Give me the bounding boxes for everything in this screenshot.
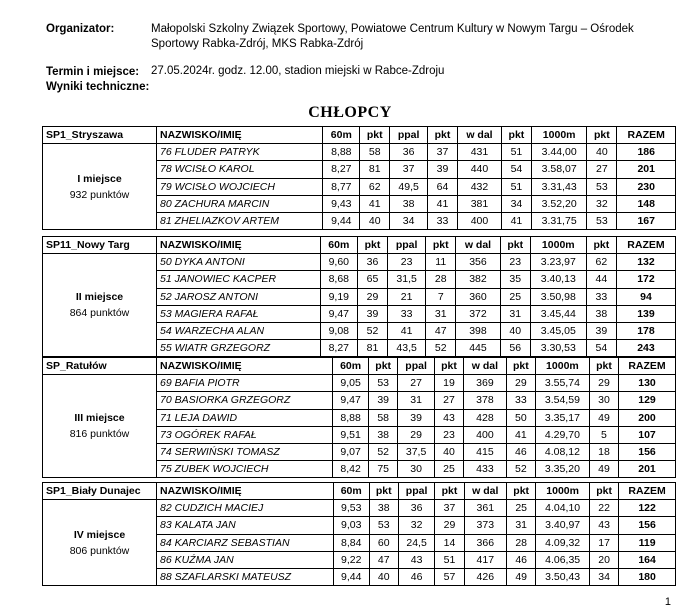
result-cell: 22 bbox=[590, 500, 619, 517]
result-cell: 38 bbox=[369, 426, 398, 443]
result-cell: 415 bbox=[464, 443, 507, 460]
result-cell: 8,27 bbox=[320, 340, 357, 357]
result-cell: 23 bbox=[388, 254, 426, 271]
result-cell: 27 bbox=[434, 392, 463, 409]
total-cell: 230 bbox=[617, 178, 676, 195]
result-cell: 360 bbox=[456, 288, 500, 305]
result-cell: 426 bbox=[464, 568, 507, 585]
result-cell: 378 bbox=[464, 392, 507, 409]
result-cell: 81 bbox=[357, 340, 387, 357]
total-cell: 243 bbox=[616, 340, 675, 357]
result-cell: 53 bbox=[587, 178, 617, 195]
result-cell: 30 bbox=[398, 461, 435, 478]
result-cell: 34 bbox=[390, 212, 428, 229]
result-cell: 37 bbox=[428, 144, 458, 161]
result-cell: 23 bbox=[500, 254, 530, 271]
result-cell: 433 bbox=[464, 461, 507, 478]
column-header: pkt bbox=[428, 127, 458, 144]
result-cell: 60 bbox=[369, 534, 398, 551]
athlete-name: 53 MAGIERA RAFAŁ bbox=[157, 305, 321, 322]
result-cell: 32 bbox=[398, 517, 435, 534]
result-cell: 52 bbox=[426, 340, 456, 357]
athlete-name: 88 SZAFLARSKI MATEUSZ bbox=[157, 568, 334, 585]
column-header: w dal bbox=[464, 483, 507, 500]
result-cell: 29 bbox=[506, 375, 535, 392]
result-cell: 46 bbox=[507, 551, 536, 568]
result-cell: 53 bbox=[369, 375, 398, 392]
result-cell: 361 bbox=[464, 500, 507, 517]
total-cell: 201 bbox=[619, 461, 676, 478]
result-cell: 9,43 bbox=[323, 195, 360, 212]
result-cell: 37,5 bbox=[398, 443, 435, 460]
result-cell: 3.45,44 bbox=[530, 305, 586, 322]
result-cell: 56 bbox=[500, 340, 530, 357]
result-cell: 18 bbox=[589, 443, 618, 460]
page-title: CHŁOPCY bbox=[308, 104, 392, 121]
column-header: ppal bbox=[398, 358, 435, 375]
result-cell: 38 bbox=[369, 500, 398, 517]
column-header: pkt bbox=[587, 127, 617, 144]
result-cell: 21 bbox=[388, 288, 426, 305]
place-cell bbox=[43, 144, 157, 230]
column-header: pkt bbox=[369, 358, 398, 375]
place-label: IV miejsce bbox=[73, 528, 126, 541]
result-cell: 33 bbox=[428, 212, 458, 229]
term-text: 27.05.2024r. godz. 12.00, stadion miejski w Rabce-Zdroju bbox=[151, 65, 445, 77]
result-cell: 3.23,97 bbox=[530, 254, 586, 271]
result-cell: 43 bbox=[398, 551, 435, 568]
result-cell: 29 bbox=[398, 426, 435, 443]
column-header: 1000m bbox=[530, 237, 586, 254]
result-cell: 47 bbox=[369, 551, 398, 568]
result-cell: 9,08 bbox=[320, 322, 357, 339]
result-cell: 54 bbox=[501, 161, 531, 178]
result-cell: 39 bbox=[586, 322, 616, 339]
result-cell: 40 bbox=[587, 144, 617, 161]
athlete-name: 69 BAFIA PIOTR bbox=[157, 375, 333, 392]
athlete-name: 79 WCISŁO WOJCIECH bbox=[157, 178, 323, 195]
result-cell: 398 bbox=[456, 322, 500, 339]
result-cell: 51 bbox=[501, 144, 531, 161]
results-table bbox=[42, 482, 676, 586]
result-cell: 44 bbox=[586, 271, 616, 288]
table-header-row bbox=[43, 237, 676, 254]
result-cell: 4.06,35 bbox=[536, 551, 590, 568]
column-header: 60m bbox=[320, 237, 357, 254]
result-cell: 9,47 bbox=[333, 392, 369, 409]
result-cell: 58 bbox=[369, 409, 398, 426]
result-cell: 53 bbox=[587, 212, 617, 229]
results-table bbox=[42, 357, 676, 478]
athlete-name: 51 JANOWIEC KACPER bbox=[157, 271, 321, 288]
result-cell: 431 bbox=[458, 144, 502, 161]
result-cell: 43,5 bbox=[388, 340, 426, 357]
column-header: NAZWISKO/IMIĘ bbox=[157, 237, 321, 254]
team-points: 932 punktów bbox=[69, 188, 130, 201]
result-cell: 366 bbox=[464, 534, 507, 551]
result-cell: 41 bbox=[506, 426, 535, 443]
result-cell: 19 bbox=[434, 375, 463, 392]
result-cell: 31,5 bbox=[388, 271, 426, 288]
result-cell: 3.44,00 bbox=[531, 144, 586, 161]
total-cell: 156 bbox=[619, 443, 676, 460]
total-cell: 178 bbox=[616, 322, 675, 339]
athlete-name: 52 JAROSZ ANTONI bbox=[157, 288, 321, 305]
result-cell: 8,88 bbox=[323, 144, 360, 161]
result-cell: 38 bbox=[586, 305, 616, 322]
result-cell: 372 bbox=[456, 305, 500, 322]
result-cell: 25 bbox=[434, 461, 463, 478]
column-header: pkt bbox=[500, 237, 530, 254]
result-cell: 381 bbox=[458, 195, 502, 212]
result-cell: 27 bbox=[398, 375, 435, 392]
result-cell: 33 bbox=[388, 305, 426, 322]
athlete-name: 55 WIATR GRZEGORZ bbox=[157, 340, 321, 357]
athlete-name: 50 DYKA ANTONI bbox=[157, 254, 321, 271]
result-cell: 62 bbox=[586, 254, 616, 271]
result-cell: 32 bbox=[587, 195, 617, 212]
column-header: RAZEM bbox=[616, 237, 675, 254]
result-cell: 52 bbox=[369, 443, 398, 460]
place-cell bbox=[43, 375, 157, 478]
result-cell: 8,68 bbox=[320, 271, 357, 288]
result-cell: 39 bbox=[369, 392, 398, 409]
result-cell: 62 bbox=[360, 178, 390, 195]
result-cell: 440 bbox=[458, 161, 502, 178]
total-cell: 200 bbox=[619, 409, 676, 426]
result-cell: 65 bbox=[357, 271, 387, 288]
result-cell: 3.30,53 bbox=[530, 340, 586, 357]
result-cell: 25 bbox=[500, 288, 530, 305]
total-cell: 122 bbox=[619, 500, 676, 517]
result-cell: 3.35,20 bbox=[535, 461, 589, 478]
team-points: 864 punktów bbox=[69, 307, 130, 320]
result-cell: 36 bbox=[357, 254, 387, 271]
result-cell: 58 bbox=[360, 144, 390, 161]
column-header: ppal bbox=[390, 127, 428, 144]
result-cell: 14 bbox=[435, 534, 464, 551]
place-label: II miejsce bbox=[75, 291, 124, 304]
total-cell: 201 bbox=[617, 161, 676, 178]
athlete-name: 73 OGÓREK RAFAŁ bbox=[157, 426, 333, 443]
table-header-row bbox=[43, 358, 676, 375]
athlete-name: 74 SERWIŃSKI TOMASZ bbox=[157, 443, 333, 460]
result-cell: 3.58,07 bbox=[531, 161, 586, 178]
result-cell: 4.29,70 bbox=[535, 426, 589, 443]
table-row bbox=[43, 144, 676, 161]
result-cell: 3.31,75 bbox=[531, 212, 586, 229]
result-cell: 9,19 bbox=[320, 288, 357, 305]
result-cell: 3.55,74 bbox=[535, 375, 589, 392]
column-header: 60m bbox=[333, 483, 369, 500]
result-cell: 75 bbox=[369, 461, 398, 478]
result-cell: 35 bbox=[500, 271, 530, 288]
total-cell: 167 bbox=[617, 212, 676, 229]
column-header: 1000m bbox=[536, 483, 590, 500]
result-cell: 36 bbox=[398, 500, 435, 517]
result-cell: 17 bbox=[590, 534, 619, 551]
column-header: pkt bbox=[426, 237, 456, 254]
total-cell: 172 bbox=[616, 271, 675, 288]
result-cell: 34 bbox=[501, 195, 531, 212]
athlete-name: 86 KUŹMA JAN bbox=[157, 551, 334, 568]
column-header: RAZEM bbox=[619, 483, 676, 500]
results-table bbox=[42, 126, 676, 230]
column-header: pkt bbox=[507, 483, 536, 500]
athlete-name: 54 WARZECHA ALAN bbox=[157, 322, 321, 339]
result-cell: 29 bbox=[589, 375, 618, 392]
result-cell: 37 bbox=[390, 161, 428, 178]
column-header: 60m bbox=[333, 358, 369, 375]
athlete-name: 84 KARCIARZ SEBASTIAN bbox=[157, 534, 334, 551]
result-cell: 49 bbox=[589, 409, 618, 426]
result-cell: 9,03 bbox=[333, 517, 369, 534]
result-cell: 3.35,17 bbox=[535, 409, 589, 426]
result-cell: 28 bbox=[426, 271, 456, 288]
column-header: ppal bbox=[388, 237, 426, 254]
athlete-name: 75 ZUBEK WOJCIECH bbox=[157, 461, 333, 478]
result-cell: 9,07 bbox=[333, 443, 369, 460]
result-cell: 3.52,20 bbox=[531, 195, 586, 212]
result-cell: 400 bbox=[458, 212, 502, 229]
result-cell: 33 bbox=[506, 392, 535, 409]
result-cell: 5 bbox=[589, 426, 618, 443]
result-cell: 36 bbox=[390, 144, 428, 161]
column-header: RAZEM bbox=[617, 127, 676, 144]
result-cell: 54 bbox=[586, 340, 616, 357]
result-cell: 9,05 bbox=[333, 375, 369, 392]
column-header: RAZEM bbox=[619, 358, 676, 375]
result-cell: 31 bbox=[507, 517, 536, 534]
total-cell: 164 bbox=[619, 551, 676, 568]
page-number: 1 bbox=[664, 596, 671, 608]
result-cell: 49,5 bbox=[390, 178, 428, 195]
column-header: 60m bbox=[323, 127, 360, 144]
column-header: NAZWISKO/IMIĘ bbox=[157, 127, 323, 144]
result-cell: 4.09,32 bbox=[536, 534, 590, 551]
result-cell: 8,77 bbox=[323, 178, 360, 195]
total-cell: 129 bbox=[619, 392, 676, 409]
result-cell: 30 bbox=[589, 392, 618, 409]
column-header: 1000m bbox=[531, 127, 586, 144]
total-cell: 148 bbox=[617, 195, 676, 212]
team-points: 816 punktów bbox=[69, 428, 130, 441]
column-header: pkt bbox=[434, 358, 463, 375]
result-cell: 9,44 bbox=[323, 212, 360, 229]
result-cell: 37 bbox=[435, 500, 464, 517]
place-cell bbox=[43, 500, 157, 586]
result-cell: 3.40,97 bbox=[536, 517, 590, 534]
result-cell: 4.04,10 bbox=[536, 500, 590, 517]
result-cell: 41 bbox=[501, 212, 531, 229]
column-header: 1000m bbox=[535, 358, 589, 375]
column-header: pkt bbox=[590, 483, 619, 500]
column-header: pkt bbox=[435, 483, 464, 500]
result-cell: 52 bbox=[357, 322, 387, 339]
total-cell: 186 bbox=[617, 144, 676, 161]
result-cell: 27 bbox=[587, 161, 617, 178]
result-cell: 7 bbox=[426, 288, 456, 305]
result-cell: 51 bbox=[501, 178, 531, 195]
results-table bbox=[42, 236, 676, 357]
column-header: pkt bbox=[357, 237, 387, 254]
result-cell: 64 bbox=[428, 178, 458, 195]
result-cell: 3.45,05 bbox=[530, 322, 586, 339]
total-cell: 156 bbox=[619, 517, 676, 534]
athlete-name: 71 LEJA DAWID bbox=[157, 409, 333, 426]
organizer-text: Małopolski Szkolny Związek Sportowy, Powiatowe Centrum Kultury w Nowym Targu – Ośrodek Sportowy Rabka-Zdrój, MKS Rabka-Zdrój bbox=[151, 23, 634, 50]
result-cell: 8,84 bbox=[333, 534, 369, 551]
result-cell: 432 bbox=[458, 178, 502, 195]
organizer-label: Organizator: bbox=[46, 23, 115, 35]
result-cell: 43 bbox=[434, 409, 463, 426]
team-points: 806 punktów bbox=[69, 544, 130, 557]
table-row bbox=[43, 375, 676, 392]
result-cell: 47 bbox=[426, 322, 456, 339]
result-cell: 25 bbox=[507, 500, 536, 517]
result-cell: 39 bbox=[398, 409, 435, 426]
total-cell: 130 bbox=[619, 375, 676, 392]
result-cell: 4.08,12 bbox=[535, 443, 589, 460]
column-header: pkt bbox=[589, 358, 618, 375]
column-header: pkt bbox=[586, 237, 616, 254]
result-cell: 356 bbox=[456, 254, 500, 271]
result-cell: 417 bbox=[464, 551, 507, 568]
place-cell bbox=[43, 254, 157, 357]
result-cell: 428 bbox=[464, 409, 507, 426]
result-cell: 400 bbox=[464, 426, 507, 443]
result-cell: 3.50,98 bbox=[530, 288, 586, 305]
column-header: w dal bbox=[456, 237, 500, 254]
result-cell: 34 bbox=[590, 568, 619, 585]
result-cell: 9,53 bbox=[333, 500, 369, 517]
result-cell: 31 bbox=[500, 305, 530, 322]
result-cell: 8,42 bbox=[333, 461, 369, 478]
place-label: I miejsce bbox=[77, 172, 122, 185]
result-cell: 8,88 bbox=[333, 409, 369, 426]
result-cell: 3.50,43 bbox=[536, 568, 590, 585]
result-cell: 3.40,13 bbox=[530, 271, 586, 288]
column-header: pkt bbox=[506, 358, 535, 375]
athlete-name: 70 BASIORKA GRZEGORZ bbox=[157, 392, 333, 409]
result-cell: 369 bbox=[464, 375, 507, 392]
school-name: SP11_Nowy Targ bbox=[43, 237, 157, 254]
result-cell: 38 bbox=[390, 195, 428, 212]
result-cell: 52 bbox=[506, 461, 535, 478]
result-cell: 3.54,59 bbox=[535, 392, 589, 409]
result-cell: 40 bbox=[369, 568, 398, 585]
result-cell: 53 bbox=[369, 517, 398, 534]
result-cell: 46 bbox=[398, 568, 435, 585]
result-cell: 28 bbox=[507, 534, 536, 551]
result-cell: 46 bbox=[506, 443, 535, 460]
result-cell: 81 bbox=[360, 161, 390, 178]
total-cell: 119 bbox=[619, 534, 676, 551]
result-cell: 49 bbox=[507, 568, 536, 585]
column-header: NAZWISKO/IMIĘ bbox=[157, 358, 333, 375]
result-cell: 50 bbox=[506, 409, 535, 426]
total-cell: 107 bbox=[619, 426, 676, 443]
result-cell: 11 bbox=[426, 254, 456, 271]
athlete-name: 80 ZACHURA MARCIN bbox=[157, 195, 323, 212]
table-header-row bbox=[43, 127, 676, 144]
result-cell: 9,44 bbox=[333, 568, 369, 585]
result-cell: 8,27 bbox=[323, 161, 360, 178]
results-label: Wyniki techniczne: bbox=[46, 81, 150, 93]
total-cell: 94 bbox=[616, 288, 675, 305]
result-cell: 40 bbox=[360, 212, 390, 229]
column-header: w dal bbox=[458, 127, 502, 144]
result-cell: 41 bbox=[428, 195, 458, 212]
column-header: pkt bbox=[360, 127, 390, 144]
athlete-name: 76 FLUDER PATRYK bbox=[157, 144, 323, 161]
result-cell: 41 bbox=[360, 195, 390, 212]
result-cell: 33 bbox=[586, 288, 616, 305]
column-header: pkt bbox=[501, 127, 531, 144]
athlete-name: 83 KALATA JAN bbox=[157, 517, 334, 534]
column-header: ppal bbox=[398, 483, 435, 500]
table-header-row bbox=[43, 483, 676, 500]
result-cell: 39 bbox=[357, 305, 387, 322]
result-cell: 373 bbox=[464, 517, 507, 534]
result-cell: 40 bbox=[500, 322, 530, 339]
result-cell: 29 bbox=[435, 517, 464, 534]
term-label: Termin i miejsce: bbox=[46, 66, 140, 78]
table-row bbox=[43, 500, 676, 517]
athlete-name: 82 CUDZICH MACIEJ bbox=[157, 500, 334, 517]
table-row bbox=[43, 254, 676, 271]
result-cell: 9,22 bbox=[333, 551, 369, 568]
total-cell: 139 bbox=[616, 305, 675, 322]
result-cell: 31 bbox=[426, 305, 456, 322]
total-cell: 180 bbox=[619, 568, 676, 585]
result-cell: 445 bbox=[456, 340, 500, 357]
result-cell: 24,5 bbox=[398, 534, 435, 551]
column-header: NAZWISKO/IMIĘ bbox=[157, 483, 334, 500]
result-cell: 51 bbox=[435, 551, 464, 568]
result-cell: 40 bbox=[434, 443, 463, 460]
school-name: SP_Ratułów bbox=[43, 358, 157, 375]
school-name: SP1_Biały Dunajec bbox=[43, 483, 157, 500]
result-cell: 57 bbox=[435, 568, 464, 585]
result-cell: 9,47 bbox=[320, 305, 357, 322]
school-name: SP1_Stryszawa bbox=[43, 127, 157, 144]
column-header: w dal bbox=[464, 358, 507, 375]
result-cell: 382 bbox=[456, 271, 500, 288]
result-cell: 49 bbox=[589, 461, 618, 478]
athlete-name: 81 ZHELIAZKOV ARTEM bbox=[157, 212, 323, 229]
athlete-name: 78 WCISŁO KAROL bbox=[157, 161, 323, 178]
result-cell: 3.31,43 bbox=[531, 178, 586, 195]
result-cell: 39 bbox=[428, 161, 458, 178]
result-cell: 9,51 bbox=[333, 426, 369, 443]
result-cell: 9,60 bbox=[320, 254, 357, 271]
result-cell: 29 bbox=[357, 288, 387, 305]
result-cell: 20 bbox=[590, 551, 619, 568]
total-cell: 132 bbox=[616, 254, 675, 271]
result-cell: 31 bbox=[398, 392, 435, 409]
column-header: pkt bbox=[369, 483, 398, 500]
result-cell: 43 bbox=[590, 517, 619, 534]
result-cell: 23 bbox=[434, 426, 463, 443]
result-cell: 41 bbox=[388, 322, 426, 339]
place-label: III miejsce bbox=[74, 412, 125, 425]
